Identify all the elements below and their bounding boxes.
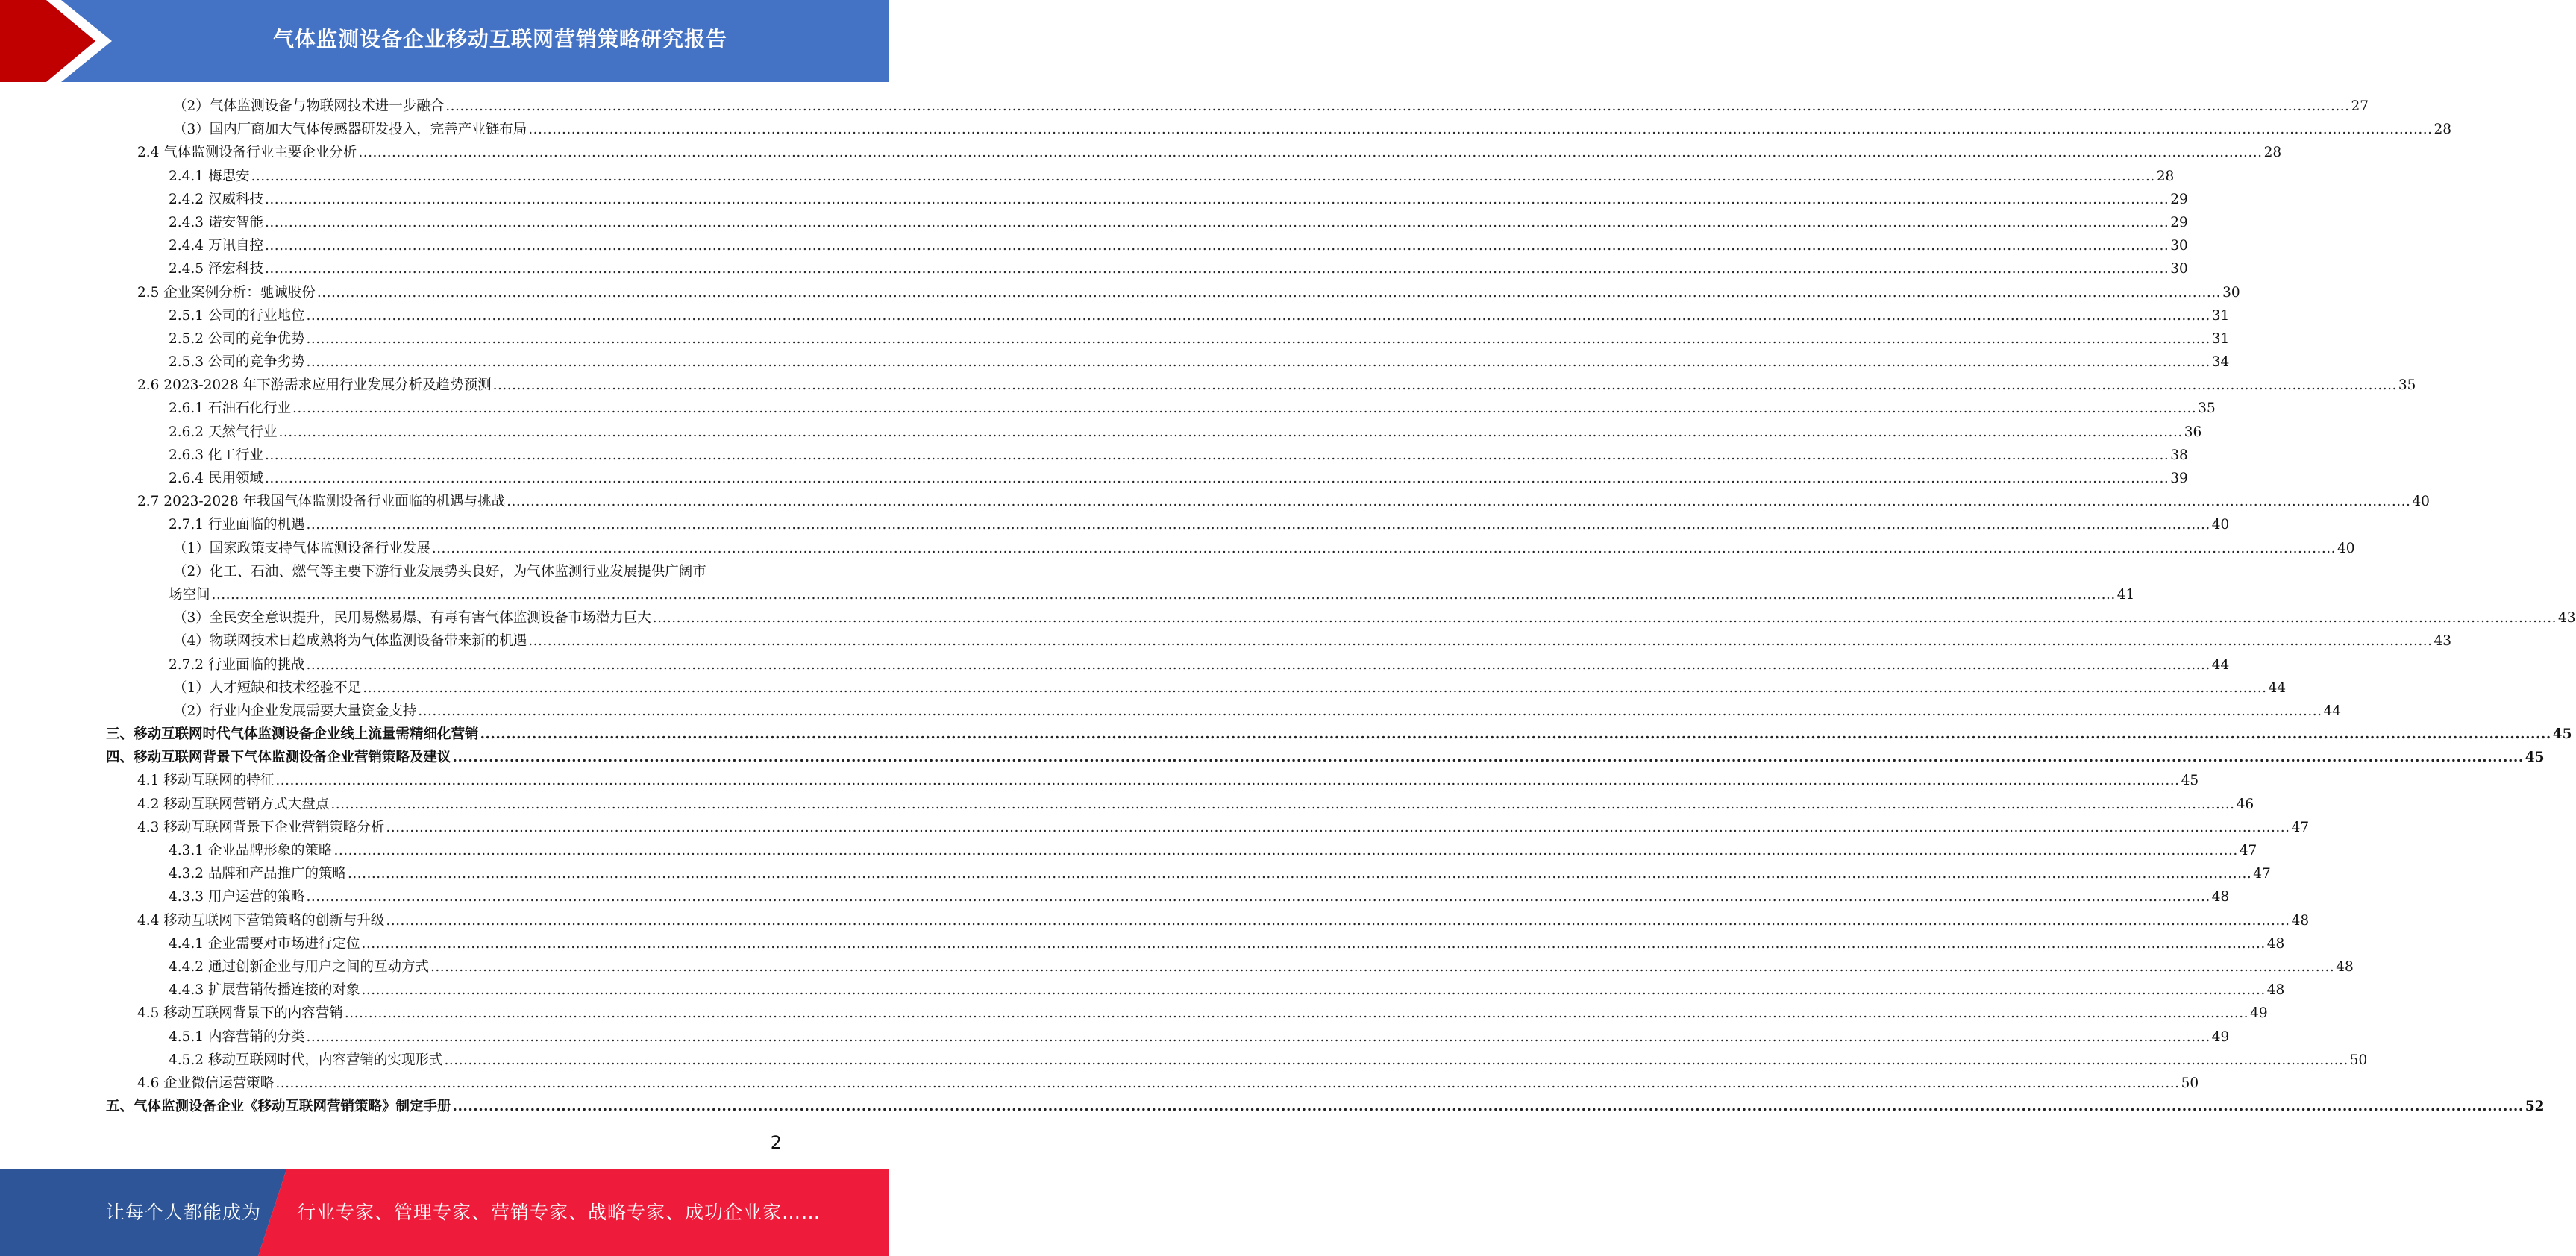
toc-entry-text: 2.5.1 公司的行业地位 (169, 307, 305, 324)
toc-leader-dots: ................................................................................................................................................................................................................................................................................................................................................................................................................ (275, 1075, 2180, 1091)
toc-leader-dots: ................................................................................................................................................................................................................................................................................................................................................................................................................ (264, 471, 2169, 486)
toc-page-number: 44 (2323, 703, 2342, 719)
toc-entry-text: 4.1 移动互联网的特征 (137, 773, 275, 789)
toc-entry[interactable] (0, 397, 2216, 420)
toc-page-number: 41 (2116, 586, 2135, 603)
toc-entry-text: 4.5 移动互联网背景下的内容营销 (137, 1005, 343, 1022)
toc-entry[interactable] (0, 165, 2175, 188)
toc-entry-text: 场空间 (169, 586, 210, 603)
toc-entry-text: 2.4.5 泽宏科技 (169, 261, 263, 277)
toc-page-number: 49 (2250, 1005, 2268, 1022)
toc-page-number: 45 (2552, 726, 2572, 743)
toc-entry-text: 2.5 企业案例分析：驰诚股份 (137, 284, 316, 301)
toc-entry[interactable] (0, 118, 2452, 141)
toc-page-number: 43 (2558, 610, 2576, 627)
toc-page-number: 47 (2239, 843, 2257, 858)
toc-entry-text: 五、气体监测设备企业《移动互联网营销策略》制定手册 (106, 1099, 451, 1115)
toc-entry-text: 2.4.1 梅思安 (169, 168, 250, 184)
toc-entry[interactable] (0, 1026, 2230, 1049)
toc-entry[interactable] (0, 746, 2545, 769)
toc-entry[interactable] (0, 421, 2202, 444)
toc-leader-dots: ................................................................................................................................................................................................................................................................................................................................................................................................................ (452, 750, 2524, 766)
toc-leader-dots: ................................................................................................................................................................................................................................................................................................................................................................................................................ (444, 1052, 2348, 1068)
toc-leader-dots: ................................................................................................................................................................................................................................................................................................................................................................................................................ (528, 633, 2433, 650)
chevron-decoration (0, 0, 119, 82)
toc-page-number: 48 (2266, 982, 2285, 999)
toc-entry-text: 4.3.1 企业品牌形象的策略 (169, 843, 333, 858)
toc-entry-text: 2.6.2 天然气行业 (169, 424, 278, 440)
toc-leader-dots: ................................................................................................................................................................................................................................................................................................................................................................................................................ (418, 703, 2322, 719)
toc-entry-text: （3）全民安全意识提升，民用易燃易爆、有毒有害气体监测设备市场潜力巨大 (173, 610, 651, 627)
toc-page-number: 46 (2236, 796, 2254, 812)
toc-entry-text: 4.2 移动互联网营销方式大盘点 (137, 796, 330, 812)
toc-page-number: 38 (2170, 447, 2188, 463)
toc-entry-text: 4.4 移动互联网下营销策略的创新与升级 (137, 912, 385, 929)
table-of-contents (0, 95, 2576, 1118)
toc-leader-dots: ................................................................................................................................................................................................................................................................................................................................................................................................................ (278, 424, 2183, 440)
toc-page-number: 48 (2336, 958, 2354, 975)
toc-entry-text: 4.3 移动互联网背景下企业营销策略分析 (137, 819, 385, 835)
toc-leader-dots: ................................................................................................................................................................................................................................................................................................................................................................................................................ (306, 889, 2210, 905)
toc-entry-text: （4）物联网技术日趋成熟将为气体监测设备带来新的机遇 (173, 633, 527, 650)
toc-leader-dots: ................................................................................................................................................................................................................................................................................................................................................................................................................ (264, 238, 2169, 254)
toc-page-number: 29 (2170, 191, 2188, 207)
toc-entry[interactable] (0, 1072, 2199, 1095)
toc-entry-text: 4.4.1 企业需要对市场进行定位 (169, 935, 360, 952)
toc-page-number: 48 (2291, 912, 2310, 929)
toc-entry[interactable] (0, 513, 2230, 536)
toc-leader-dots: ................................................................................................................................................................................................................................................................................................................................................................................................................ (211, 586, 2116, 603)
toc-page-number: 47 (2291, 819, 2310, 835)
toc-page-number: 35 (2398, 377, 2416, 394)
toc-entry[interactable] (0, 723, 2572, 746)
toc-leader-dots: ................................................................................................................................................................................................................................................................................................................................................................................................................ (264, 261, 2169, 277)
toc-leader-dots: ................................................................................................................................................................................................................................................................................................................................................................................................................ (528, 122, 2433, 138)
toc-entry-text: 4.3.2 品牌和产品推广的策略 (169, 866, 346, 882)
toc-leader-dots: ................................................................................................................................................................................................................................................................................................................................................................................................................ (386, 819, 2290, 835)
red-chevron-shape (0, 0, 95, 82)
toc-page-number: 36 (2184, 424, 2202, 440)
toc-page-number: 45 (2181, 773, 2199, 789)
toc-leader-dots: ................................................................................................................................................................................................................................................................................................................................................................................................................ (306, 330, 2210, 347)
report-title: 气体监测设备企业移动互联网营销策略研究报告 (272, 27, 727, 51)
toc-entry-text: 2.7.1 行业面临的机遇 (169, 517, 305, 533)
toc-entry-text: 2.5.2 公司的竞争优势 (169, 330, 305, 347)
toc-entry[interactable] (0, 95, 2369, 118)
toc-entry-text: 2.4.4 万讯自控 (169, 238, 263, 254)
toc-entry[interactable] (0, 606, 2576, 629)
toc-page-number: 28 (2434, 122, 2452, 138)
toc-entry[interactable] (0, 188, 2188, 211)
toc-entry-text: 4.4.3 扩展营销传播连接的对象 (169, 982, 360, 999)
toc-leader-dots: ................................................................................................................................................................................................................................................................................................................................................................................................................ (452, 1099, 2524, 1115)
toc-leader-dots: ................................................................................................................................................................................................................................................................................................................................................................................................................ (306, 1029, 2210, 1045)
toc-page-number: 28 (2156, 168, 2175, 184)
toc-page-number: 49 (2211, 1029, 2230, 1045)
toc-leader-dots: ................................................................................................................................................................................................................................................................................................................................................................................................................ (306, 656, 2210, 673)
toc-page-number: 45 (2525, 750, 2545, 766)
footer-slogan-left: 让每个人都能成为 (106, 1202, 262, 1223)
toc-entry-text: 2.6.4 民用领域 (169, 471, 263, 486)
toc-entry-text: 三、移动互联网时代气体监测设备企业线上流量需精细化营销 (106, 726, 479, 743)
toc-entry[interactable] (0, 257, 2188, 280)
toc-page-number: 28 (2263, 145, 2282, 161)
toc-entry[interactable] (0, 629, 2452, 653)
toc-entry-text: 4.5.1 内容营销的分类 (169, 1029, 305, 1045)
toc-page-number: 48 (2266, 935, 2285, 952)
toc-leader-dots: ................................................................................................................................................................................................................................................................................................................................................................................................................ (306, 354, 2210, 371)
toc-leader-dots: ................................................................................................................................................................................................................................................................................................................................................................................................................ (431, 540, 2337, 556)
toc-entry[interactable] (0, 1002, 2268, 1025)
toc-page-number: 40 (2337, 540, 2355, 556)
toc-leader-dots: ................................................................................................................................................................................................................................................................................................................................................................................................................ (316, 284, 2222, 301)
toc-leader-dots: ................................................................................................................................................................................................................................................................................................................................................................................................................ (652, 610, 2557, 627)
toc-page-number: 44 (2268, 679, 2287, 696)
toc-entry-text: 2.4 气体监测设备行业主要企业分析 (137, 145, 357, 161)
toc-leader-dots: ................................................................................................................................................................................................................................................................................................................................................................................................................ (430, 958, 2335, 975)
toc-entry[interactable] (0, 374, 2416, 397)
toc-entry-text: 2.6 2023-2028 年下游需求应用行业发展分析及趋势预测 (137, 377, 492, 394)
toc-leader-dots: ................................................................................................................................................................................................................................................................................................................................................................................................................ (492, 377, 2397, 394)
toc-entry[interactable] (0, 1095, 2545, 1118)
toc-page-number: 29 (2170, 214, 2188, 230)
toc-entry[interactable] (0, 327, 2230, 351)
toc-page-number: 48 (2211, 889, 2230, 905)
toc-page-number: 35 (2198, 401, 2216, 417)
toc-entry-text: 2.4.2 汉威科技 (169, 191, 263, 207)
toc-entry[interactable] (0, 909, 2310, 932)
toc-entry[interactable] (0, 955, 2354, 979)
toc-entry[interactable] (0, 444, 2188, 467)
toc-leader-dots: ................................................................................................................................................................................................................................................................................................................................................................................................................ (361, 982, 2266, 999)
toc-entry[interactable] (0, 560, 889, 583)
report-header (0, 0, 889, 82)
toc-entry-text: 4.3.3 用户运营的策略 (169, 889, 305, 905)
toc-entry-text: （1）人才短缺和技术经验不足 (173, 679, 362, 696)
toc-entry[interactable] (0, 816, 2310, 839)
toc-leader-dots: ................................................................................................................................................................................................................................................................................................................................................................................................................ (361, 935, 2266, 952)
toc-page-number: 27 (2351, 98, 2369, 114)
toc-entry-text: （1）国家政策支持气体监测设备行业发展 (173, 540, 430, 556)
toc-entry[interactable] (0, 490, 2430, 513)
toc-leader-dots: ................................................................................................................................................................................................................................................................................................................................................................................................................ (347, 866, 2252, 882)
toc-entry[interactable] (0, 537, 2355, 560)
toc-entry-text: （2）行业内企业发展需要大量资金支持 (173, 703, 417, 719)
toc-entry[interactable] (0, 281, 2240, 304)
toc-entry[interactable] (0, 700, 2342, 723)
toc-entry[interactable] (0, 141, 2282, 164)
toc-entry-text: 2.7.2 行业面临的挑战 (169, 656, 305, 673)
toc-leader-dots: ................................................................................................................................................................................................................................................................................................................................................................................................................ (251, 168, 2155, 184)
toc-entry[interactable] (0, 653, 2230, 676)
toc-entry[interactable] (0, 304, 2230, 327)
toc-page-number: 39 (2170, 471, 2188, 486)
page-number: 2 (770, 1132, 782, 1153)
toc-page-number: 50 (2349, 1052, 2368, 1068)
toc-page-number: 30 (2222, 284, 2240, 301)
toc-leader-dots: ................................................................................................................................................................................................................................................................................................................................................................................................................ (363, 679, 2267, 696)
toc-entry-text: 4.6 企业微信运营策略 (137, 1075, 275, 1091)
toc-entry[interactable] (0, 793, 2254, 816)
toc-entry-text: 2.7 2023-2028 年我国气体监测设备行业面临的机遇与挑战 (137, 494, 506, 510)
toc-leader-dots: ................................................................................................................................................................................................................................................................................................................................................................................................................ (292, 401, 2197, 417)
toc-entry-text: 2.6.1 石油石化行业 (169, 401, 291, 417)
toc-entry-text: （3）国内厂商加大气体传感器研发投入，完善产业链布局 (173, 122, 527, 138)
toc-entry[interactable] (0, 839, 2257, 862)
toc-entry[interactable] (0, 769, 2199, 792)
toc-page-number: 40 (2211, 517, 2230, 533)
toc-entry-text: 2.6.3 化工行业 (169, 447, 263, 463)
toc-entry[interactable] (0, 351, 2230, 374)
toc-leader-dots: ................................................................................................................................................................................................................................................................................................................................................................................................................ (358, 145, 2263, 161)
toc-leader-dots: ................................................................................................................................................................................................................................................................................................................................................................................................................ (306, 307, 2210, 324)
toc-entry[interactable] (0, 979, 2285, 1002)
toc-entry[interactable] (0, 932, 2285, 955)
toc-page-number: 50 (2181, 1075, 2199, 1091)
toc-entry[interactable] (0, 676, 2287, 700)
toc-page-number: 47 (2253, 866, 2271, 882)
toc-page-number: 31 (2211, 307, 2230, 324)
toc-entry[interactable] (0, 862, 2271, 885)
toc-entry-text: 2.4.3 诺安智能 (169, 214, 263, 230)
toc-entry-text: 4.5.2 移动互联网时代，内容营销的实现形式 (169, 1052, 443, 1068)
toc-page-number: 44 (2211, 656, 2230, 673)
toc-entry[interactable] (0, 211, 2188, 234)
toc-entry-continuation[interactable] (0, 583, 2135, 606)
toc-leader-dots: ................................................................................................................................................................................................................................................................................................................................................................................................................ (264, 447, 2169, 463)
toc-leader-dots: ................................................................................................................................................................................................................................................................................................................................................................................................................ (275, 773, 2180, 789)
toc-leader-dots: ................................................................................................................................................................................................................................................................................................................................................................................................................ (306, 517, 2210, 533)
toc-page-number: 43 (2434, 633, 2452, 650)
toc-entry[interactable] (0, 234, 2188, 257)
toc-page-number: 31 (2211, 330, 2230, 347)
toc-leader-dots: ................................................................................................................................................................................................................................................................................................................................................................................................................ (480, 726, 2551, 743)
toc-leader-dots: ................................................................................................................................................................................................................................................................................................................................................................................................................ (507, 494, 2411, 510)
toc-leader-dots: ................................................................................................................................................................................................................................................................................................................................................................................................................ (333, 843, 2238, 858)
toc-entry[interactable] (0, 1049, 2368, 1072)
toc-entry-text: 四、移动互联网背景下气体监测设备企业营销策略及建议 (106, 750, 451, 766)
toc-leader-dots: ................................................................................................................................................................................................................................................................................................................................................................................................................ (344, 1005, 2249, 1022)
toc-page-number: 34 (2211, 354, 2230, 371)
toc-page-number: 40 (2412, 494, 2430, 510)
footer-banner (0, 1169, 889, 1256)
toc-page-number: 30 (2170, 261, 2188, 277)
toc-entry[interactable] (0, 467, 2188, 490)
toc-leader-dots: ................................................................................................................................................................................................................................................................................................................................................................................................................ (386, 912, 2290, 929)
toc-leader-dots: ................................................................................................................................................................................................................................................................................................................................................................................................................ (264, 214, 2169, 230)
toc-leader-dots: ................................................................................................................................................................................................................................................................................................................................................................................................................ (445, 98, 2350, 114)
toc-entry-text: 2.5.3 公司的竞争劣势 (169, 354, 305, 371)
toc-page-number: 52 (2525, 1099, 2545, 1115)
toc-entry-text: 4.4.2 通过创新企业与用户之间的互动方式 (169, 958, 429, 975)
toc-entry-text: （2）化工、石油、燃气等主要下游行业发展势头良好，为气体监测行业发展提供广阔市 (173, 563, 706, 580)
toc-page-number: 30 (2170, 238, 2188, 254)
toc-entry[interactable] (0, 885, 2230, 908)
footer-slogan-right: 行业专家、管理专家、营销专家、战略专家、成功企业家…… (297, 1202, 821, 1223)
toc-entry-text: （2）气体监测设备与物联网技术进一步融合 (173, 98, 445, 114)
toc-leader-dots: ................................................................................................................................................................................................................................................................................................................................................................................................................ (264, 191, 2169, 207)
toc-leader-dots: ................................................................................................................................................................................................................................................................................................................................................................................................................ (330, 796, 2235, 812)
